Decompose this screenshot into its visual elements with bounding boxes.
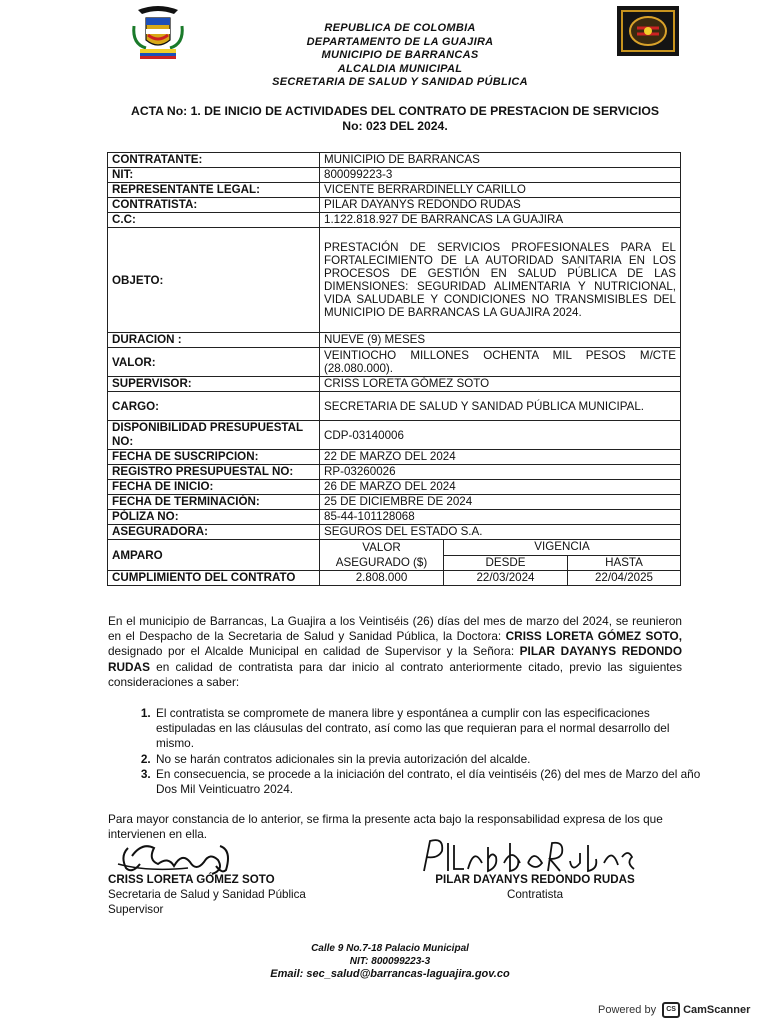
document-title bbox=[100, 104, 690, 134]
powered-by-text: Powered by bbox=[598, 1004, 657, 1016]
table-row bbox=[108, 421, 681, 450]
considerations-list bbox=[130, 706, 709, 797]
contratista-label: CONTRATISTA: bbox=[108, 198, 320, 213]
footer-email: Email: sec_salud@barrancas-laguajira.gov.co bbox=[270, 968, 510, 980]
representante-value: VICENTE BERRARDINELLY CARILLO bbox=[320, 183, 681, 198]
aseguradora-label: ASEGURADORA: bbox=[108, 525, 320, 540]
title-line-2: No: 023 DEL 2024. bbox=[342, 119, 448, 133]
contratante-value: MUNICIPIO DE BARRANCAS bbox=[320, 153, 681, 168]
table-row bbox=[108, 510, 681, 525]
nit-label: NIT: bbox=[108, 168, 320, 183]
page-footer bbox=[240, 942, 540, 981]
poliza-label: PÓLIZA NO: bbox=[108, 510, 320, 525]
cargo-label: CARGO: bbox=[108, 392, 320, 421]
table-row bbox=[108, 377, 681, 392]
contractor-signature-role: Contratista bbox=[506, 888, 564, 901]
supervisor-signature-role: Secretaria de Salud y Sanidad Pública bbox=[108, 888, 306, 901]
contractor-signature-name: PILAR DAYANYS REDONDO RUDAS bbox=[435, 873, 635, 886]
valor-label: VALOR: bbox=[108, 348, 320, 377]
supervisor-value: CRISS LORETA GÓMEZ SOTO bbox=[320, 377, 681, 392]
letterhead bbox=[240, 22, 560, 90]
valor-asegurado-header: VALOR ASEGURADO ($) bbox=[320, 540, 444, 571]
table-row bbox=[108, 525, 681, 540]
intro-text: designado por el Alcalde Municipal en calidad de Supervisor y la Señora: bbox=[108, 644, 520, 659]
registro-value: RP-03260026 bbox=[320, 465, 681, 480]
table-row bbox=[108, 183, 681, 198]
closing-paragraph: Para mayor constancia de lo anterior, se firma la presente acta bajo la responsabilidad expresa de los que intervienen en ella. bbox=[108, 812, 663, 842]
intro-text: En el municipio de Barrancas, La Guajira a los Veintiséis (26) días del mes de marzo del 2024, se reunieron en el Despacho de la Secretaria de Salud y Sanidad Pública, la Doctora: bbox=[108, 614, 682, 644]
camscanner-brand: CamScanner bbox=[683, 1004, 751, 1016]
contract-info-table bbox=[107, 152, 681, 586]
footer-address: Calle 9 No.7-18 Palacio Municipal bbox=[311, 943, 469, 954]
list-item: 2. No se harán contratos adicionales sin la previa autorización del alcalde. bbox=[154, 752, 709, 767]
table-row bbox=[108, 450, 681, 465]
desde-header: DESDE bbox=[444, 555, 568, 571]
supervisor-signature-name: CRISS LORETA GÓMEZ SOTO bbox=[108, 873, 275, 886]
intro-paragraph bbox=[108, 614, 682, 690]
signature-right-icon bbox=[410, 835, 650, 875]
supervisor-label: SUPERVISOR: bbox=[108, 377, 320, 392]
objeto-label: OBJETO: bbox=[108, 228, 320, 333]
cargo-value: SECRETARIA DE SALUD Y SANIDAD PÚBLICA MUNICIPAL. bbox=[320, 392, 681, 421]
representante-label: REPRESENTANTE LEGAL: bbox=[108, 183, 320, 198]
contratante-label: CONTRATANTE: bbox=[108, 153, 320, 168]
inicio-label: FECHA DE INICIO: bbox=[108, 480, 320, 495]
signature-block-supervisor bbox=[108, 872, 368, 917]
municipal-emblem-icon bbox=[617, 6, 679, 56]
vigencia-header: VIGENCIA bbox=[444, 540, 681, 556]
camscanner-watermark bbox=[598, 999, 768, 1021]
title-line-1: ACTA No: 1. DE INICIO DE ACTIVIDADES DEL CONTRATO DE PRESTACION DE SERVICIOS bbox=[131, 104, 659, 118]
aseguradora-value: SEGUROS DEL ESTADO S.A. bbox=[320, 525, 681, 540]
cc-value: 1.122.818.927 DE BARRANCAS LA GUAJIRA bbox=[320, 213, 681, 228]
contractor-name-inline: PILAR DAYANYS REDONDO RUDAS bbox=[108, 644, 682, 674]
table-row bbox=[108, 213, 681, 228]
amparo-label: AMPARO bbox=[108, 540, 320, 571]
supervisor-signature-title: Supervisor bbox=[108, 903, 164, 916]
signature-right-script: Pilar Redondo Rudas bbox=[410, 835, 420, 836]
poliza-value: 85-44-101128068 bbox=[320, 510, 681, 525]
signature-block-contractor bbox=[420, 872, 650, 902]
supervisor-name-inline: CRISS LORETA GÓMEZ SOTO, bbox=[505, 629, 683, 644]
table-row bbox=[108, 540, 681, 556]
cumplimiento-valor: 2.808.000 bbox=[320, 571, 444, 586]
duracion-label: DURACION : bbox=[108, 333, 320, 348]
table-row bbox=[108, 480, 681, 495]
registro-label: REGISTRO PRESUPUESTAL NO: bbox=[108, 465, 320, 480]
colombia-coat-of-arms-icon bbox=[128, 4, 188, 60]
footer-nit: NIT: 800099223-3 bbox=[349, 956, 431, 967]
table-row bbox=[108, 168, 681, 183]
list-item: 1. El contratista se compromete de manera libre y espontánea a cumplir con las especificaciones estipuladas en las cláusulas del contrato, así como las que requieran para el normal desarrollo del mismo. bbox=[154, 706, 709, 752]
intro-text: en calidad de contratista para dar inicio al contrato anteriormente citado, previo las siguientes consideraciones a saber: bbox=[108, 659, 682, 689]
table-row bbox=[108, 153, 681, 168]
cumplimiento-desde: 22/03/2024 bbox=[444, 571, 568, 586]
suscripcion-label: FECHA DE SUSCRIPCION: bbox=[108, 450, 320, 465]
disponibilidad-value: CDP-03140006 bbox=[320, 421, 681, 450]
terminacion-label: FECHA DE TERMINACIÓN: bbox=[108, 495, 320, 510]
disponibilidad-label: DISPONIBILIDAD PRESUPUESTAL NO: bbox=[108, 421, 320, 450]
cc-label: C.C: bbox=[108, 213, 320, 228]
terminacion-value: 25 DE DICIEMBRE DE 2024 bbox=[320, 495, 681, 510]
table-row bbox=[108, 348, 681, 377]
letterhead-line: ALCALDIA MUNICIPAL bbox=[337, 62, 463, 75]
contratista-value: PILAR DAYANYS REDONDO RUDAS bbox=[320, 198, 681, 213]
table-row bbox=[108, 333, 681, 348]
table-row bbox=[108, 392, 681, 421]
signature-left-icon bbox=[110, 826, 250, 876]
cumplimiento-label: CUMPLIMIENTO DEL CONTRATO bbox=[108, 571, 320, 586]
suscripcion-value: 22 DE MARZO DEL 2024 bbox=[320, 450, 681, 465]
camscanner-icon: CS bbox=[662, 1002, 680, 1018]
letterhead-line: REPUBLICA DE COLOMBIA bbox=[324, 22, 476, 34]
table-row bbox=[108, 465, 681, 480]
duracion-value: NUEVE (9) MESES bbox=[320, 333, 681, 348]
letterhead-line: DEPARTAMENTO DE LA GUAJIRA bbox=[306, 35, 494, 48]
objeto-value: PRESTACIÓN DE SERVICIOS PROFESIONALES PARA EL FORTALECIMIENTO DE LA AUTORIDAD SANITARIA EN LOS PROCESOS DE GESTIÓN EN SALUD PÚBLICA DE LAS DIMENSIONES: SEGURIDAD ALIMENTARIA Y NUTRICIONAL, VIDA SALUDABLE Y CONDICIONES NO TRANSMISIBLES DEL MUNICIPIO DE BARRANCAS LA GUAJIRA 2024. bbox=[320, 228, 681, 333]
table-row bbox=[108, 228, 681, 333]
letterhead-line: SECRETARIA DE SALUD Y SANIDAD PÚBLICA bbox=[272, 76, 528, 88]
inicio-value: 26 DE MARZO DEL 2024 bbox=[320, 480, 681, 495]
camscanner-logo bbox=[662, 1002, 750, 1018]
valor-value: VEINTIOCHO MILLONES OCHENTA MIL PESOS M/CTE (28.080.000). bbox=[320, 348, 681, 377]
cumplimiento-hasta: 22/04/2025 bbox=[568, 571, 681, 586]
hasta-header: HASTA bbox=[568, 555, 681, 571]
letterhead-line: MUNICIPIO DE BARRANCAS bbox=[321, 49, 479, 61]
table-row bbox=[108, 198, 681, 213]
table-row bbox=[108, 495, 681, 510]
list-item: 3. En consecuencia, se procede a la iniciación del contrato, el día veintiséis (26) del mes de Marzo del año Dos Mil Veinticuatro 2024. bbox=[154, 767, 709, 797]
table-row bbox=[108, 571, 681, 586]
nit-value: 800099223-3 bbox=[320, 168, 681, 183]
